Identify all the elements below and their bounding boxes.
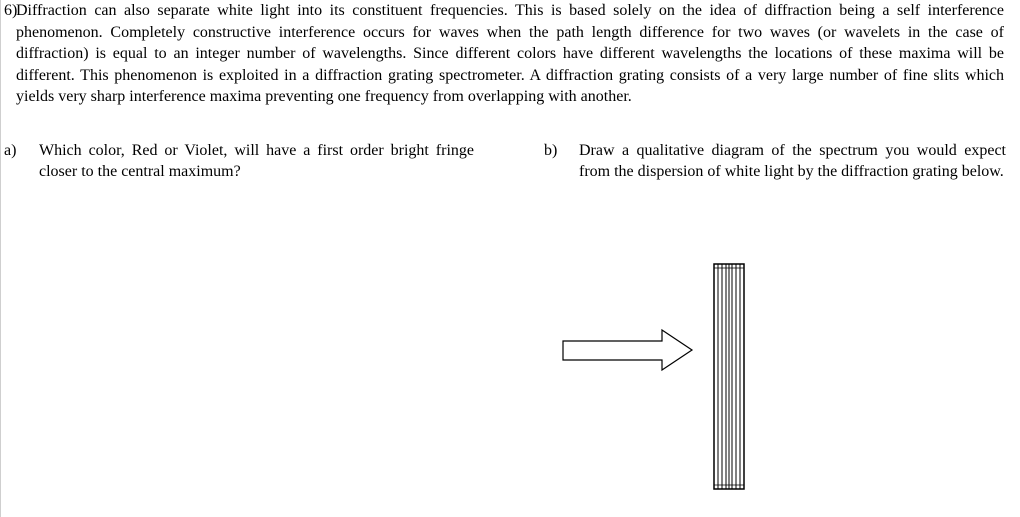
question-number: 6) — [4, 2, 18, 19]
right-arrow-icon — [563, 330, 692, 370]
part-b-marker: b) — [544, 142, 558, 159]
part-a-text: Which color, Red or Violet, will have a first order bright fringe closer to the central maximum? — [39, 142, 474, 180]
question-intro-text: Diffraction can also separate white light into its constituent frequencies. This is based solely on the idea of diffraction being a self interference phenomenon. Completely constructive interference occurs for waves when the path length difference for two waves (or wavelets in the case of diffraction) is equal to an integer number of wavelengths. Since different colors have different wavelengths the locations of these maxima will be different. This phenomenon is exploited in a diffraction grating spectrometer. A diffraction grating consists of a very large number of fine slits which yields very sharp interference maxima preventing one frequency from overlapping with another. — [16, 2, 1004, 105]
part-a-marker: a) — [4, 142, 17, 159]
diffraction-grating-icon — [714, 264, 744, 489]
part-b-text: Draw a qualitative diagram of the spectrum you would expect from the dispersion of white light by the diffraction grating below. — [579, 142, 1006, 180]
